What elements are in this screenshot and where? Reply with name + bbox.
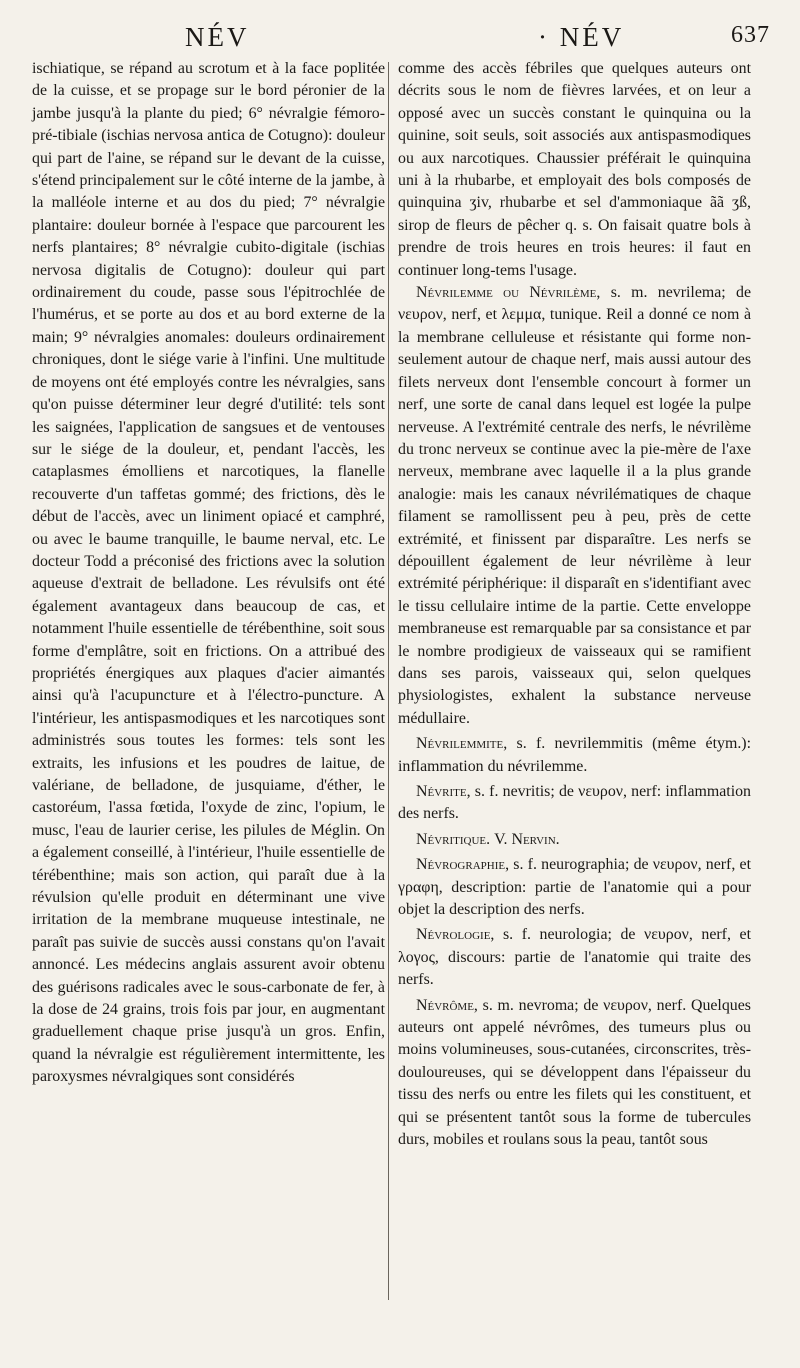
entry-headword: Névrologie,: [416, 926, 495, 944]
entry-body: s. f. neurographia; de νευρον, nerf, et γραφη, description: partie de l'anatomie qui a pour objet la description des nerfs.: [398, 856, 751, 919]
entry-headword: Névrôme,: [416, 996, 478, 1014]
entry-nevritique: [398, 829, 751, 851]
entry-headword: Névrilemmite,: [416, 735, 508, 753]
entry-body: V. Nervin.: [494, 830, 560, 848]
entry-nevrilemmite: [398, 733, 751, 778]
left-column: [32, 58, 385, 1089]
entry-headword: Névritique.: [416, 830, 491, 848]
entry-headword: Névrite,: [416, 783, 471, 800]
entry-headword: Névrilemme ou Névrilème,: [416, 284, 601, 302]
entry-headword: Névrographie,: [416, 856, 510, 874]
entry-body: s. m. nevroma; de νευρον, nerf. Quelques auteurs ont appelé névrômes, des tumeurs plus ou moins volumineuses, sous-cutanées, circonscrites, très-douloureuses, qui se développent dans l'épaisseur du tissu des nerfs ou entre les filets qui les constituent, et qui se présentent tantôt sous la forme de tubercules durs, mobiles et roulans sous la peau, tantôt sous: [398, 996, 751, 1149]
entry-nevrologie: [398, 924, 751, 991]
running-header: [30, 22, 770, 56]
entry-nevrographie: [398, 854, 751, 921]
right-column: [398, 58, 751, 1155]
entry-nevrite: [398, 781, 751, 826]
center-running-head: · NÉV: [538, 22, 625, 52]
entry-nevrome: [398, 995, 751, 1152]
entry-nevrilemme: [398, 282, 751, 730]
left-running-head: NÉV: [185, 22, 250, 52]
entry-body: s. f. nevrilemmitis (même étym.): inflammation du névrilemme.: [398, 735, 751, 775]
continued-paragraph: comme des accès fébriles que quelques auteurs ont décrits sous le nom de fièvres larvées, et on leur a opposé avec un succès constant le quinquina ou la quinine, soit seuls, soit associés aux antispasmodiques ou aux narcotiques. Chaussier préférait le quinquina uni à la rhubarbe, et employait des bols composés de quinquina ʒiv, rhubarbe et sel d'ammoniaque ãã ʒß, sirop de fleurs de pêcher q. s. On faisait quatre bols à prendre de trois heures en trois heures: il faut en continuer long-tems l'usage.: [398, 60, 751, 279]
column-divider: [388, 62, 389, 1300]
entry-body: s. f. nevritis; de νευρον, nerf: inflammation des nerfs.: [398, 783, 751, 823]
entry-body: s. m. nevrilema; de νευρον, nerf, et λεμμα, tunique. Reil a donné ce nom à la membrane celluleuse et résistante qui forme non-seulement autour de chaque nerf, mais aussi autour des filets nerveux dont l'ensemble concourt à former un nerf, une sorte de canal dans lequel est logée la pulpe nerveuse. A l'extrémité centrale des nerfs, le névrilème du tronc nerveux se continue avec la pie-mère de l'axe nerveux, membrane avec laquelle il a la plus grande analogie: mais les canaux névrilématiques de chaque filament se ramollissent peu à peu, près de cette extrémité, et finissent par disparaître. Les nerfs se dépouillent également de leur névrilème à leur extrémité périphérique: il disparaît en s'identifiant avec le tissu cellulaire intime de la partie. Cette enveloppe membraneuse est remarquable par sa consistance et par le nombre prodigieux de vaisseaux qui se ramifient dans ses parois, vaisseaux qui, selon quelques physiologistes, exhalent la substance nerveuse médullaire.: [398, 284, 751, 727]
page-number: 637: [731, 22, 770, 48]
entry-body: s. f. neurologia; de νευρον, nerf, et λογος, discours: partie de l'anatomie qui traite des nerfs.: [398, 926, 751, 989]
left-column-text: ischiatique, se répand au scrotum et à la face poplitée de la cuisse, et se propage sur le bord péronier de la jambe jusqu'à la plante du pied; 6° névralgie fémoro-pré-tibiale (ischias nervosa antica de Cotugno): douleur qui part de l'aine, se répand sur le devant de la cuisse, s'étend principalement sur le côté interne de la jambe, à la malléole interne et au dos du pied; 7° névralgie plantaire: douleur bornée à l'espace que parcourent les nerfs plantaires; 8° névralgie cubito-digitale (ischias nervosa digitalis de Cotugno): douleur qui part ordinairement du coude, passe sous l'épitrochlée de l'humérus, et se porte au dos et au bord externe de la main; 9° névralgies anomales: douleurs ordinairement chroniques, dont le siége varie à l'infini. Une multitude de moyens ont été employés contre les névralgies, sans qu'on puisse déterminer leur degré d'utilité: tels sont les saignées, l'application de sangsues et de ventouses sur le siége de la douleur, et, pendant l'accès, les cataplasmes émolliens et narcotiques, la flanelle recouverte d'un taffetas gommé; des frictions, dès le début de l'accès, avec un liniment opiacé et camphré, ou avec le baume tranquille, le baume nerval, etc. Le docteur Todd a préconisé des frictions avec la solution aqueuse d'extrait de belladone. Les révulsifs ont été également avantageux dans beaucoup de cas, et notamment l'huile essentielle de térébenthine, soit sous forme d'emplâtre, soit en frictions. On a attribué des propriétés énergiques aux plaques d'acier aimantés ainsi qu'à l'acupuncture et à l'électro-puncture. A l'intérieur, les antispasmodiques et les narcotiques sont administrés sous toutes les formes: tels sont les extraits, les infusions et les poudres de laitue, de valériane, de belladone, de jusquiame, d'éther, le castoréum, l'assa fœtida, l'oxyde de zinc, l'opium, le musc, l'eau de laurier cerise, les pilules de Méglin. On a également conseillé, à l'intérieur, l'huile essentielle de térébenthine; mais son action, qui paraît due à la révulsion qu'elle produit en déterminant une vive irritation de la membrane muqueuse intestinale, ne paraît pas suivie de succès aussi constans qu'on l'avait annoncé. Les médecins anglais assurent avoir obtenu des guérisons radicales avec le sous-carbonate de fer, à la dose de 24 grains, trois fois par jour, en augmentant graduellement chaque prise jusqu'à un gros. Enfin, quand la névralgie est régulièrement intermittente, les paroxysmes névralgiques sont considérés: [32, 60, 386, 1086]
